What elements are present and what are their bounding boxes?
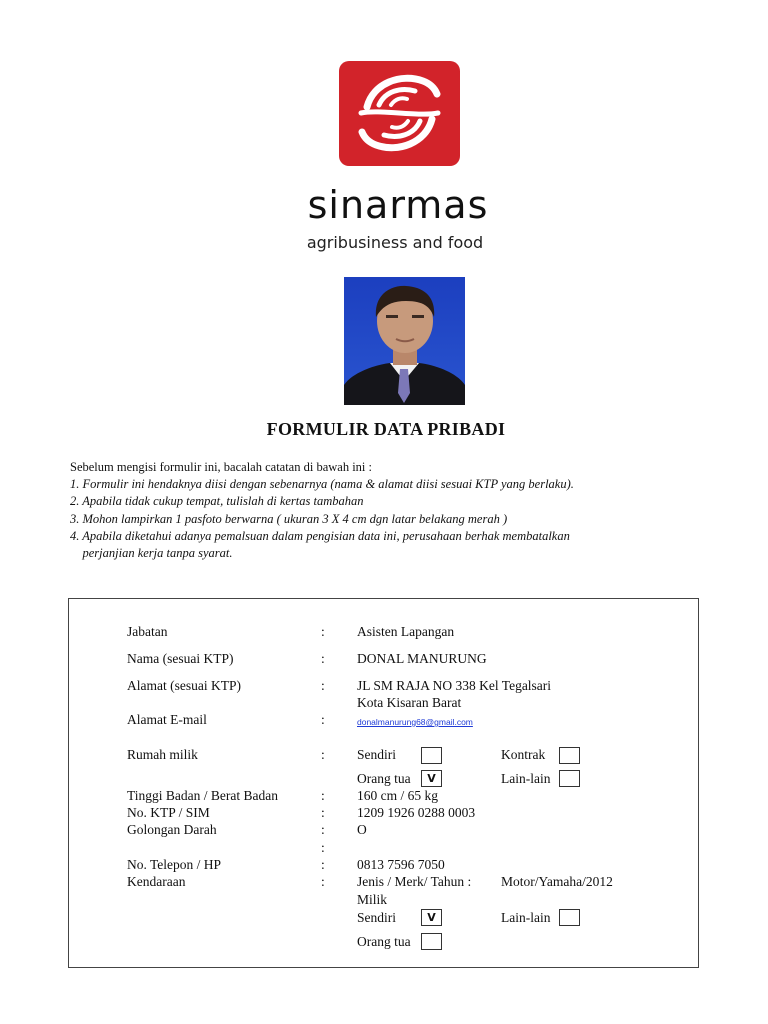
- kendaraan-lain-checkbox[interactable]: [559, 909, 580, 926]
- sinarmas-swirl-icon: [339, 61, 460, 166]
- alamat-label: Alamat (sesuai KTP): [127, 678, 241, 693]
- nama-label: Nama (sesuai KTP): [127, 651, 234, 666]
- telepon-label: No. Telepon / HP: [127, 857, 222, 872]
- telepon-value[interactable]: 0813 7596 7050: [357, 857, 445, 872]
- colon: :: [321, 747, 325, 762]
- instruction-item: 3. Mohon lampirkan 1 pasfoto berwarna ( ukuran 3 X 4 cm dgn latar belakang merah ): [70, 511, 508, 526]
- brand-tagline: agribusiness and food: [306, 233, 484, 252]
- darah-label: Golongan Darah: [127, 822, 217, 837]
- kendaraan-orangtua-label: Orang tua: [357, 934, 411, 949]
- rumah-kontrak-label: Kontrak: [501, 747, 546, 762]
- kendaraan-lain-label: Lain-lain: [501, 910, 551, 925]
- kendaraan-milik-label: Milik: [357, 892, 388, 907]
- tinggi-label: Tinggi Badan / Berat Badan: [127, 788, 278, 803]
- kendaraan-jenis-value[interactable]: Motor/Yamaha/2012: [501, 874, 613, 889]
- darah-value[interactable]: O: [357, 822, 367, 837]
- ktp-label: No. KTP / SIM: [127, 805, 210, 820]
- kendaraan-jenis-label: Jenis / Merk/ Tahun :: [357, 874, 472, 889]
- brand-name: sinarmas: [307, 183, 489, 227]
- instruction-item: 2. Apabila tidak cukup tempat, tulislah di kertas tambahan: [70, 494, 364, 509]
- rumah-sendiri-checkbox[interactable]: [421, 747, 442, 764]
- sinarmas-logo: [339, 61, 460, 166]
- rumah-orangtua-checkbox[interactable]: V: [421, 770, 442, 787]
- rumah-sendiri-label: Sendiri: [357, 747, 396, 762]
- kendaraan-sendiri-checkbox[interactable]: V: [421, 909, 442, 926]
- kendaraan-orangtua-checkbox[interactable]: [421, 933, 442, 950]
- rumah-label: Rumah milik: [127, 747, 198, 762]
- colon: :: [321, 624, 325, 639]
- instruction-item: perjanjian kerja tanpa syarat.: [70, 546, 233, 561]
- jabatan-value[interactable]: Asisten Lapangan: [357, 624, 455, 639]
- alamat-line1[interactable]: JL SM RAJA NO 338 Kel Tegalsari: [357, 678, 552, 693]
- email-label: Alamat E-mail: [127, 712, 207, 727]
- colon: :: [321, 840, 325, 855]
- nama-value[interactable]: DONAL MANURUNG: [357, 651, 487, 666]
- colon: :: [321, 788, 325, 803]
- ktp-value[interactable]: 1209 1926 0288 0003: [357, 805, 476, 820]
- instructions: [70, 459, 574, 562]
- rumah-orangtua-label: Orang tua: [357, 771, 411, 786]
- person-photo-icon: [344, 277, 465, 405]
- instruction-item: 1. Formulir ini hendaknya diisi dengan sebenarnya (nama & alamat diisi sesuai KTP yang berlaku).: [70, 477, 574, 492]
- colon: :: [321, 805, 325, 820]
- instructions-intro: Sebelum mengisi formulir ini, bacalah catatan di bawah ini :: [70, 460, 372, 474]
- rumah-lain-label: Lain-lain: [501, 771, 551, 786]
- kendaraan-sendiri-label: Sendiri: [357, 910, 396, 925]
- passport-photo: [344, 277, 465, 405]
- colon: :: [321, 712, 325, 727]
- rumah-lain-checkbox[interactable]: [559, 770, 580, 787]
- rumah-kontrak-checkbox[interactable]: [559, 747, 580, 764]
- kendaraan-label: Kendaraan: [127, 874, 186, 889]
- tinggi-value[interactable]: 160 cm / 65 kg: [357, 788, 438, 803]
- jabatan-label: Jabatan: [127, 624, 168, 639]
- colon: :: [321, 651, 325, 666]
- email-link[interactable]: donalmanurung68@gmail.com: [357, 717, 473, 727]
- colon: :: [321, 822, 325, 837]
- colon: :: [321, 874, 325, 889]
- alamat-line2[interactable]: Kota Kisaran Barat: [357, 695, 462, 710]
- colon: :: [321, 678, 325, 693]
- colon: :: [321, 857, 325, 872]
- form-title: FORMULIR DATA PRIBADI: [266, 419, 506, 439]
- instruction-item: 4. Apabila diketahui adanya pemalsuan dalam pengisian data ini, perusahaan berhak membatalkan: [70, 528, 570, 543]
